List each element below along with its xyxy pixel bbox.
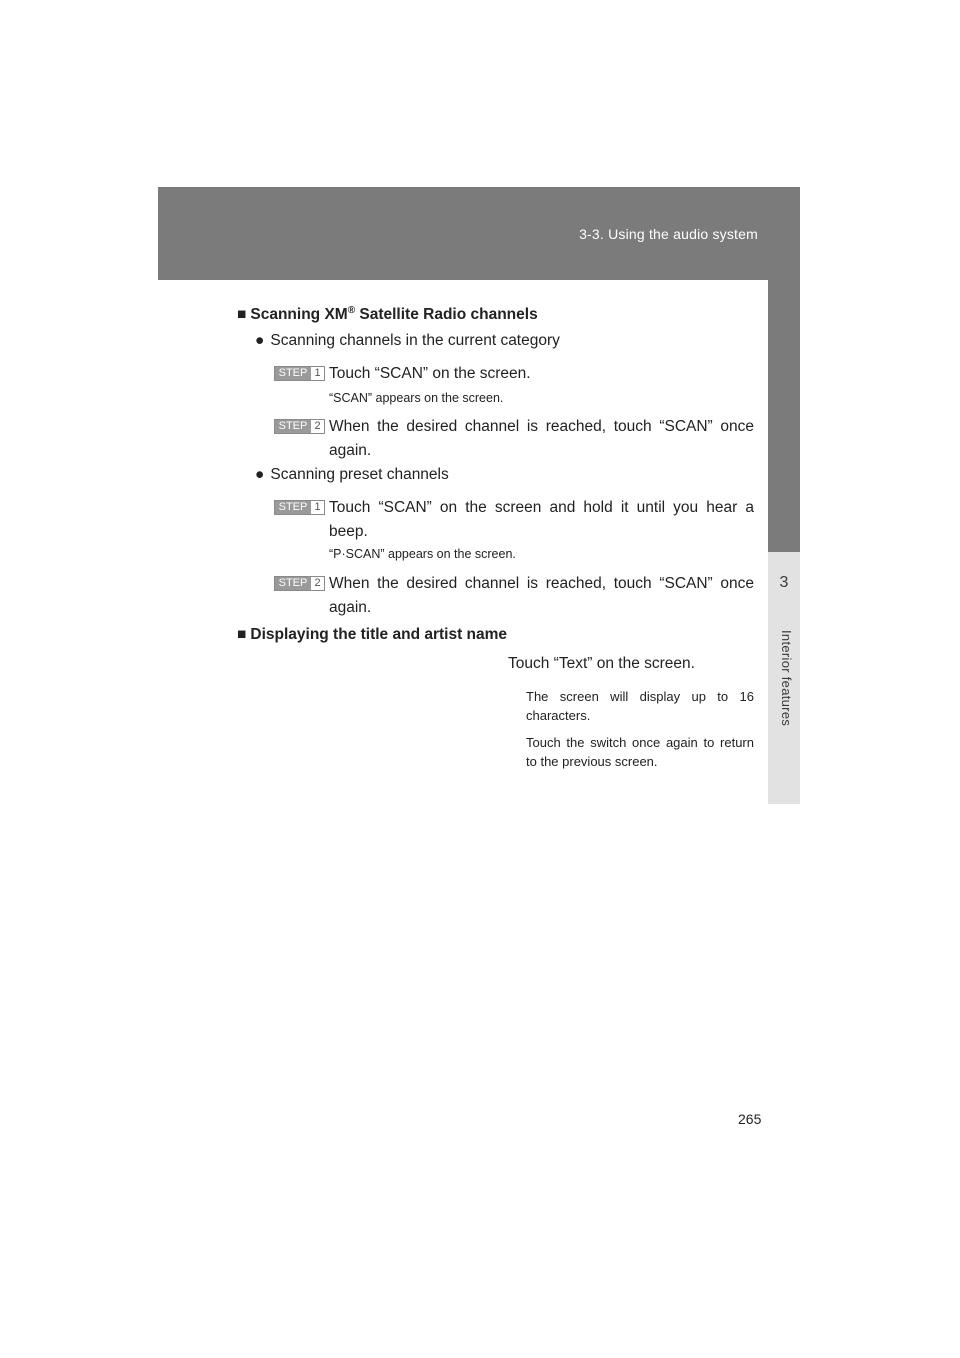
step-text: When the desired channel is reached, touch “SCAN” once again. [329, 575, 754, 616]
step-badge: STEP 1 [274, 500, 325, 515]
header-bar [158, 187, 800, 280]
step-text: When the desired channel is reached, touch “SCAN” once again. [329, 418, 754, 459]
square-bullet-icon: ■ [237, 626, 247, 643]
step-badge: STEP 2 [274, 576, 325, 591]
heading-scanning-xm: ■ Scanning XM® Satellite Radio channels [237, 305, 538, 324]
registered-mark: ® [347, 305, 356, 316]
note-return: Touch the switch once again to return to the previous screen. [526, 735, 754, 769]
side-tab-upper [768, 280, 800, 552]
chapter-number: 3 [779, 574, 789, 591]
step-note: “SCAN” appears on the screen. [329, 391, 504, 405]
chapter-label: Interior features [779, 630, 794, 727]
bullet-current-category: ● Scanning channels in the current category [255, 332, 560, 349]
step-badge: STEP 1 [274, 366, 325, 381]
chapter-side-tab [768, 552, 800, 804]
square-bullet-icon: ■ [237, 306, 247, 324]
step-badge: STEP 2 [274, 419, 325, 434]
step-note: “P·SCAN” appears on the screen. [329, 547, 516, 561]
step-text: Touch “SCAN” on the screen and hold it until you hear a beep. [329, 499, 754, 540]
section-header-title: 3-3. Using the audio system [579, 226, 758, 242]
bullet-preset-channels: ● Scanning preset channels [255, 466, 449, 483]
round-bullet-icon: ● [255, 466, 265, 483]
text-instruction: Touch “Text” on the screen. [508, 655, 695, 672]
step-text: Touch “SCAN” on the screen. [329, 365, 531, 382]
note-characters: The screen will display up to 16 characters. [526, 689, 754, 723]
page-number: 265 [738, 1111, 762, 1127]
heading-title-artist: ■ Displaying the title and artist name [237, 626, 508, 643]
round-bullet-icon: ● [255, 332, 265, 349]
